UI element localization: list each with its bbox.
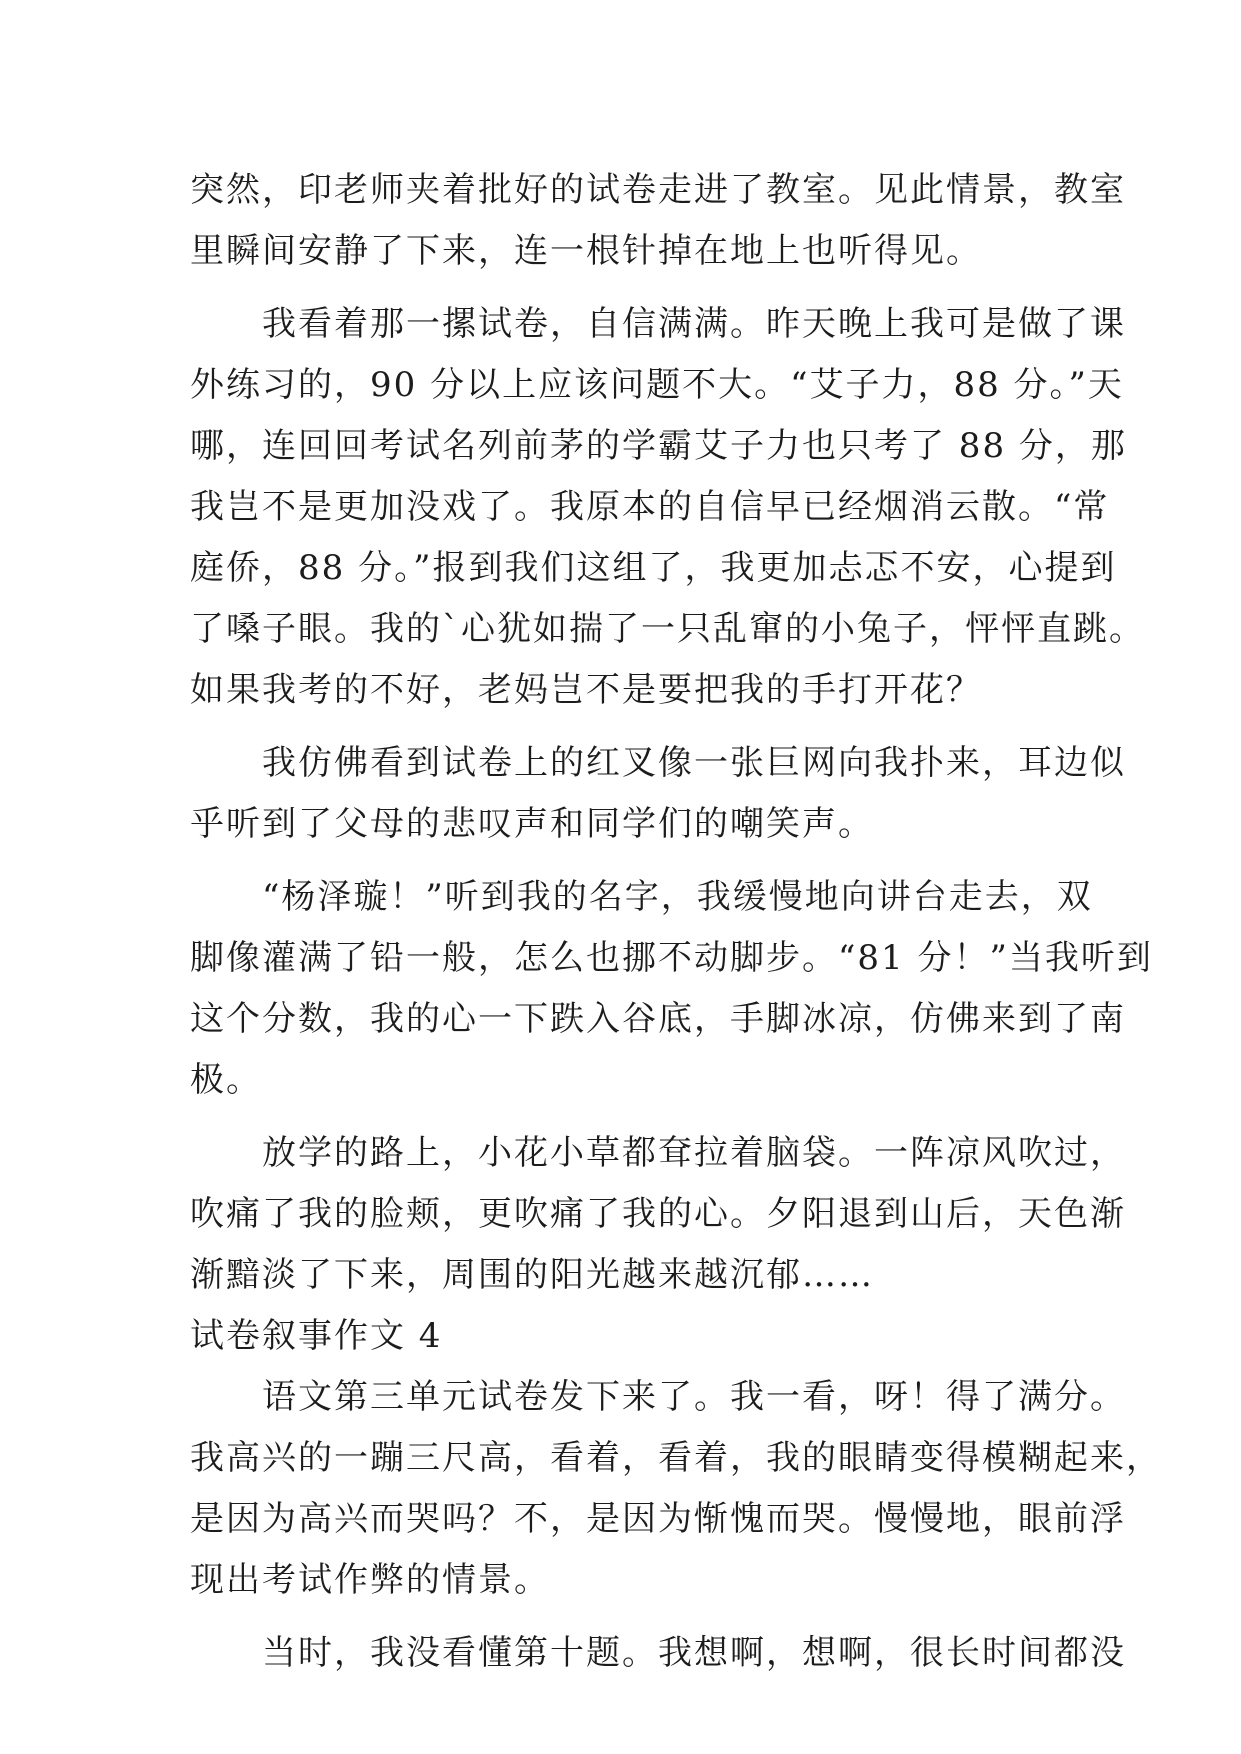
- paragraph: [190, 160, 1126, 282]
- text-line: 我仿佛看到试卷上的红叉像一张巨网向我扑来，耳边似: [190, 743, 1126, 783]
- text-line: 外练习的，90 分以上应该问题不大。“艾子力，88 分。”天: [190, 365, 1124, 405]
- text-line: 乎听到了父母的悲叹声和同学们的嘲笑声。: [190, 804, 874, 844]
- text-line: 渐黯淡了下来，周围的阳光越来越沉郁……: [190, 1255, 874, 1295]
- text-line: 里瞬间安静了下来，连一根针掉在地上也听得见。: [190, 231, 982, 271]
- text-line: 当时，我没看懂第十题。我想啊，想啊，很长时间都没: [190, 1633, 1126, 1673]
- paragraph: [190, 1123, 1126, 1306]
- text-line: 突然，印老师夹着批好的试卷走进了教室。见此情景，教室: [190, 170, 1126, 210]
- text-line: 庭侨，88 分。”报到我们这组了，我更加忐忑不安，心提到: [190, 548, 1117, 588]
- text-line: 我高兴的一蹦三尺高，看着，看着，我的眼睛变得模糊起来，: [190, 1438, 1162, 1478]
- paragraph: [190, 1367, 1162, 1611]
- text-line: “杨泽璇！”听到我的名字，我缓慢地向讲台走去，双: [190, 877, 1093, 917]
- paragraph: [190, 733, 1126, 855]
- paragraph: [190, 867, 1153, 1111]
- paragraph: [190, 1623, 1126, 1684]
- text-line: 哪，连回回考试名列前茅的学霸艾子力也只考了 88 分，那: [190, 426, 1127, 466]
- text-line: 是因为高兴而哭吗？不，是因为惭愧而哭。慢慢地，眼前浮: [190, 1499, 1126, 1539]
- section-heading: 试卷叙事作文 4: [190, 1316, 443, 1356]
- text-line: 如果我考的不好，老妈岂不是要把我的手打开花？: [190, 670, 982, 710]
- text-line: 语文第三单元试卷发下来了。我一看，呀！得了满分。: [190, 1377, 1126, 1417]
- text-line: 现出考试作弊的情景。: [190, 1560, 550, 1600]
- text-line: 放学的路上，小花小草都耷拉着脑袋。一阵凉风吹过，: [190, 1133, 1126, 1173]
- document-body: [190, 160, 1162, 1684]
- text-line: 我岂不是更加没戏了。我原本的自信早已经烟消云散。“常: [190, 487, 1110, 527]
- text-line: 了嗓子眼。我的`心犹如揣了一只乱窜的小兔子，怦怦直跳。: [190, 609, 1145, 649]
- text-line: 我看着那一摞试卷，自信满满。昨天晚上我可是做了课: [190, 304, 1126, 344]
- text-line: 脚像灌满了铅一般，怎么也挪不动脚步。“81 分！”当我听到: [190, 938, 1153, 978]
- text-line: 吹痛了我的脸颊，更吹痛了我的心。夕阳退到山后，天色渐: [190, 1194, 1126, 1234]
- paragraph: [190, 294, 1145, 721]
- text-line: 这个分数，我的心一下跌入谷底，手脚冰凉，仿佛来到了南: [190, 999, 1126, 1039]
- text-line: 极。: [190, 1060, 262, 1100]
